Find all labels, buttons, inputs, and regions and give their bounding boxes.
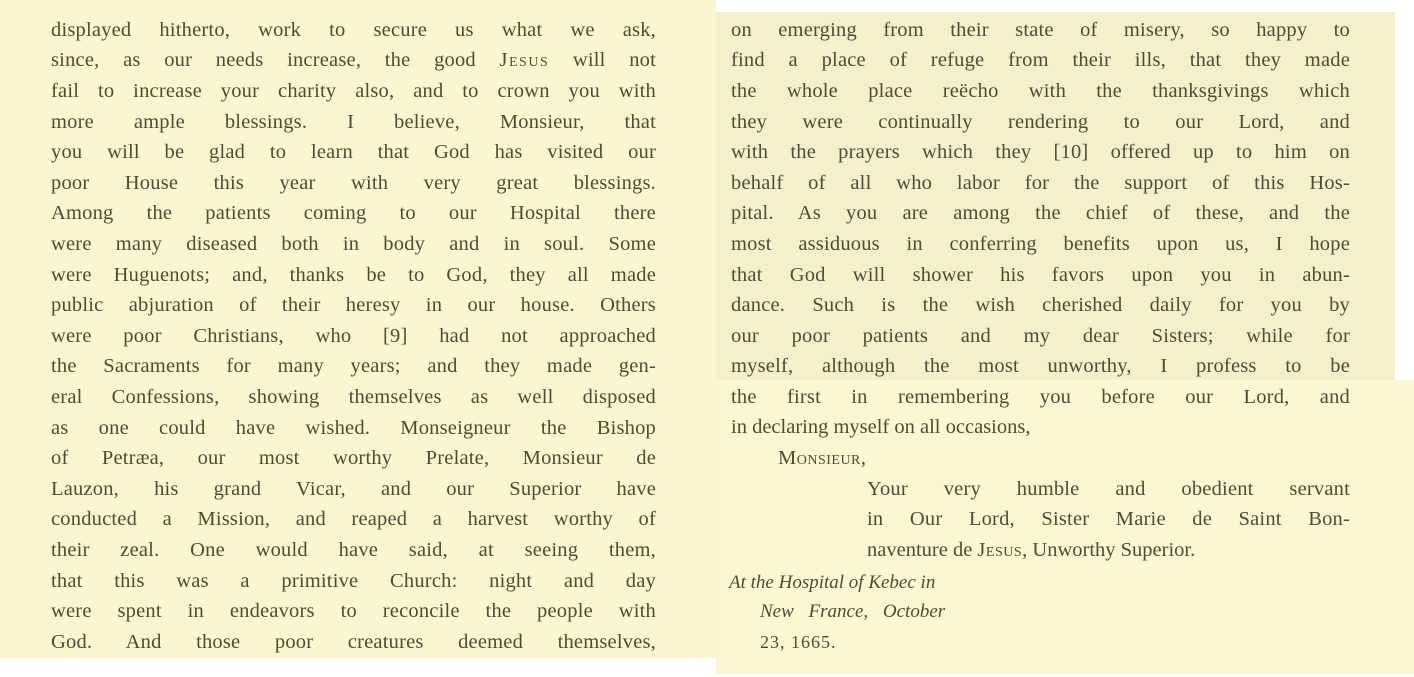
- text-line: on emerging from their state of misery, so happy to: [731, 19, 1350, 41]
- text-line: most assiduous in conferring benefits upon us, I hope: [731, 233, 1350, 255]
- text-line: find a place of refuge from their ills, that they made: [731, 49, 1350, 71]
- right-page-lower: [716, 380, 1414, 674]
- text-line: you will be glad to learn that God has visited our: [51, 141, 656, 163]
- text-line: Lauzon, his grand Vicar, and our Superior have: [51, 478, 656, 500]
- text-line: displayed hitherto, work to secure us what we ask,: [51, 19, 656, 41]
- text-line: [51, 48, 656, 72]
- jesus-smallcaps: Jesus: [499, 49, 550, 71]
- text-line: they were continually rendering to our Lord, and: [731, 111, 1350, 133]
- dateline: At the Hospital of Kebec in: [729, 572, 936, 593]
- right-page-upper: [716, 12, 1395, 380]
- text-line: more ample blessings. I believe, Monsieur, that: [51, 111, 656, 133]
- text-line: the first in remembering you before our Lord, and: [731, 386, 1350, 408]
- dateline: 23, 1665.: [760, 632, 837, 652]
- closing-line: Your very humble and obedient servant: [867, 478, 1350, 500]
- text-line: public abjuration of their heresy in our house. Others: [51, 294, 656, 316]
- text-line: poor House this year with very great blessings.: [51, 172, 656, 194]
- text-line: that this was a primitive Church: night and day: [51, 570, 656, 592]
- jesus-smallcaps: Jesus: [977, 539, 1023, 561]
- text-line: were spent in endeavors to reconcile the people with: [51, 600, 656, 622]
- text-line: dance. Such is the wish cherished daily for you by: [731, 294, 1350, 316]
- text-line: that God will shower his favors upon you in abun-: [731, 264, 1350, 286]
- dateline: New France, October: [760, 601, 946, 622]
- text-segment: , Unworthy Superior.: [1022, 539, 1196, 561]
- text-line: conducted a Mission, and reaped a harvest worthy of: [51, 508, 656, 530]
- text-line: God. And those poor creatures deemed themselves,: [51, 631, 656, 653]
- salutation: Monsieur,: [778, 447, 867, 469]
- text-line: myself, although the most unworthy, I profess to be: [731, 355, 1350, 377]
- text-line: their zeal. One would have said, at seeing them,: [51, 539, 656, 561]
- text-segment: will not: [572, 49, 656, 71]
- text-line: the whole place reëcho with the thanksgivings which: [731, 80, 1350, 102]
- text-line: Among the patients coming to our Hospital there: [51, 202, 656, 224]
- text-segment: since, as our needs increase, the good: [51, 49, 476, 71]
- closing-line: in Our Lord, Sister Marie de Saint Bon-: [867, 508, 1350, 530]
- text-line: of Petræa, our most worthy Prelate, Monsieur de: [51, 447, 656, 469]
- text-line: eral Confessions, showing themselves as well disposed: [51, 386, 656, 408]
- text-segment: naventure de: [867, 539, 973, 561]
- text-line: our poor patients and my dear Sisters; while for: [731, 325, 1350, 347]
- text-line: in declaring myself on all occasions,: [731, 416, 1031, 438]
- text-line: were many diseased both in body and in soul. Some: [51, 233, 656, 255]
- text-line: were Huguenots; and, thanks be to God, they all made: [51, 264, 656, 286]
- text-line: with the prayers which they [10] offered up to him on: [731, 141, 1350, 163]
- text-line: behalf of all who labor for the support of this Hos-: [731, 172, 1350, 194]
- text-line: the Sacraments for many years; and they made gen-: [51, 355, 656, 377]
- closing-line: [867, 538, 1195, 562]
- text-line: were poor Christians, who [9] had not approached: [51, 325, 656, 347]
- text-line: pital. As you are among the chief of these, and the: [731, 202, 1350, 224]
- text-line: fail to increase your charity also, and to crown you with: [51, 80, 656, 102]
- left-page: [0, 0, 716, 658]
- text-line: as one could have wished. Monseigneur the Bishop: [51, 417, 656, 439]
